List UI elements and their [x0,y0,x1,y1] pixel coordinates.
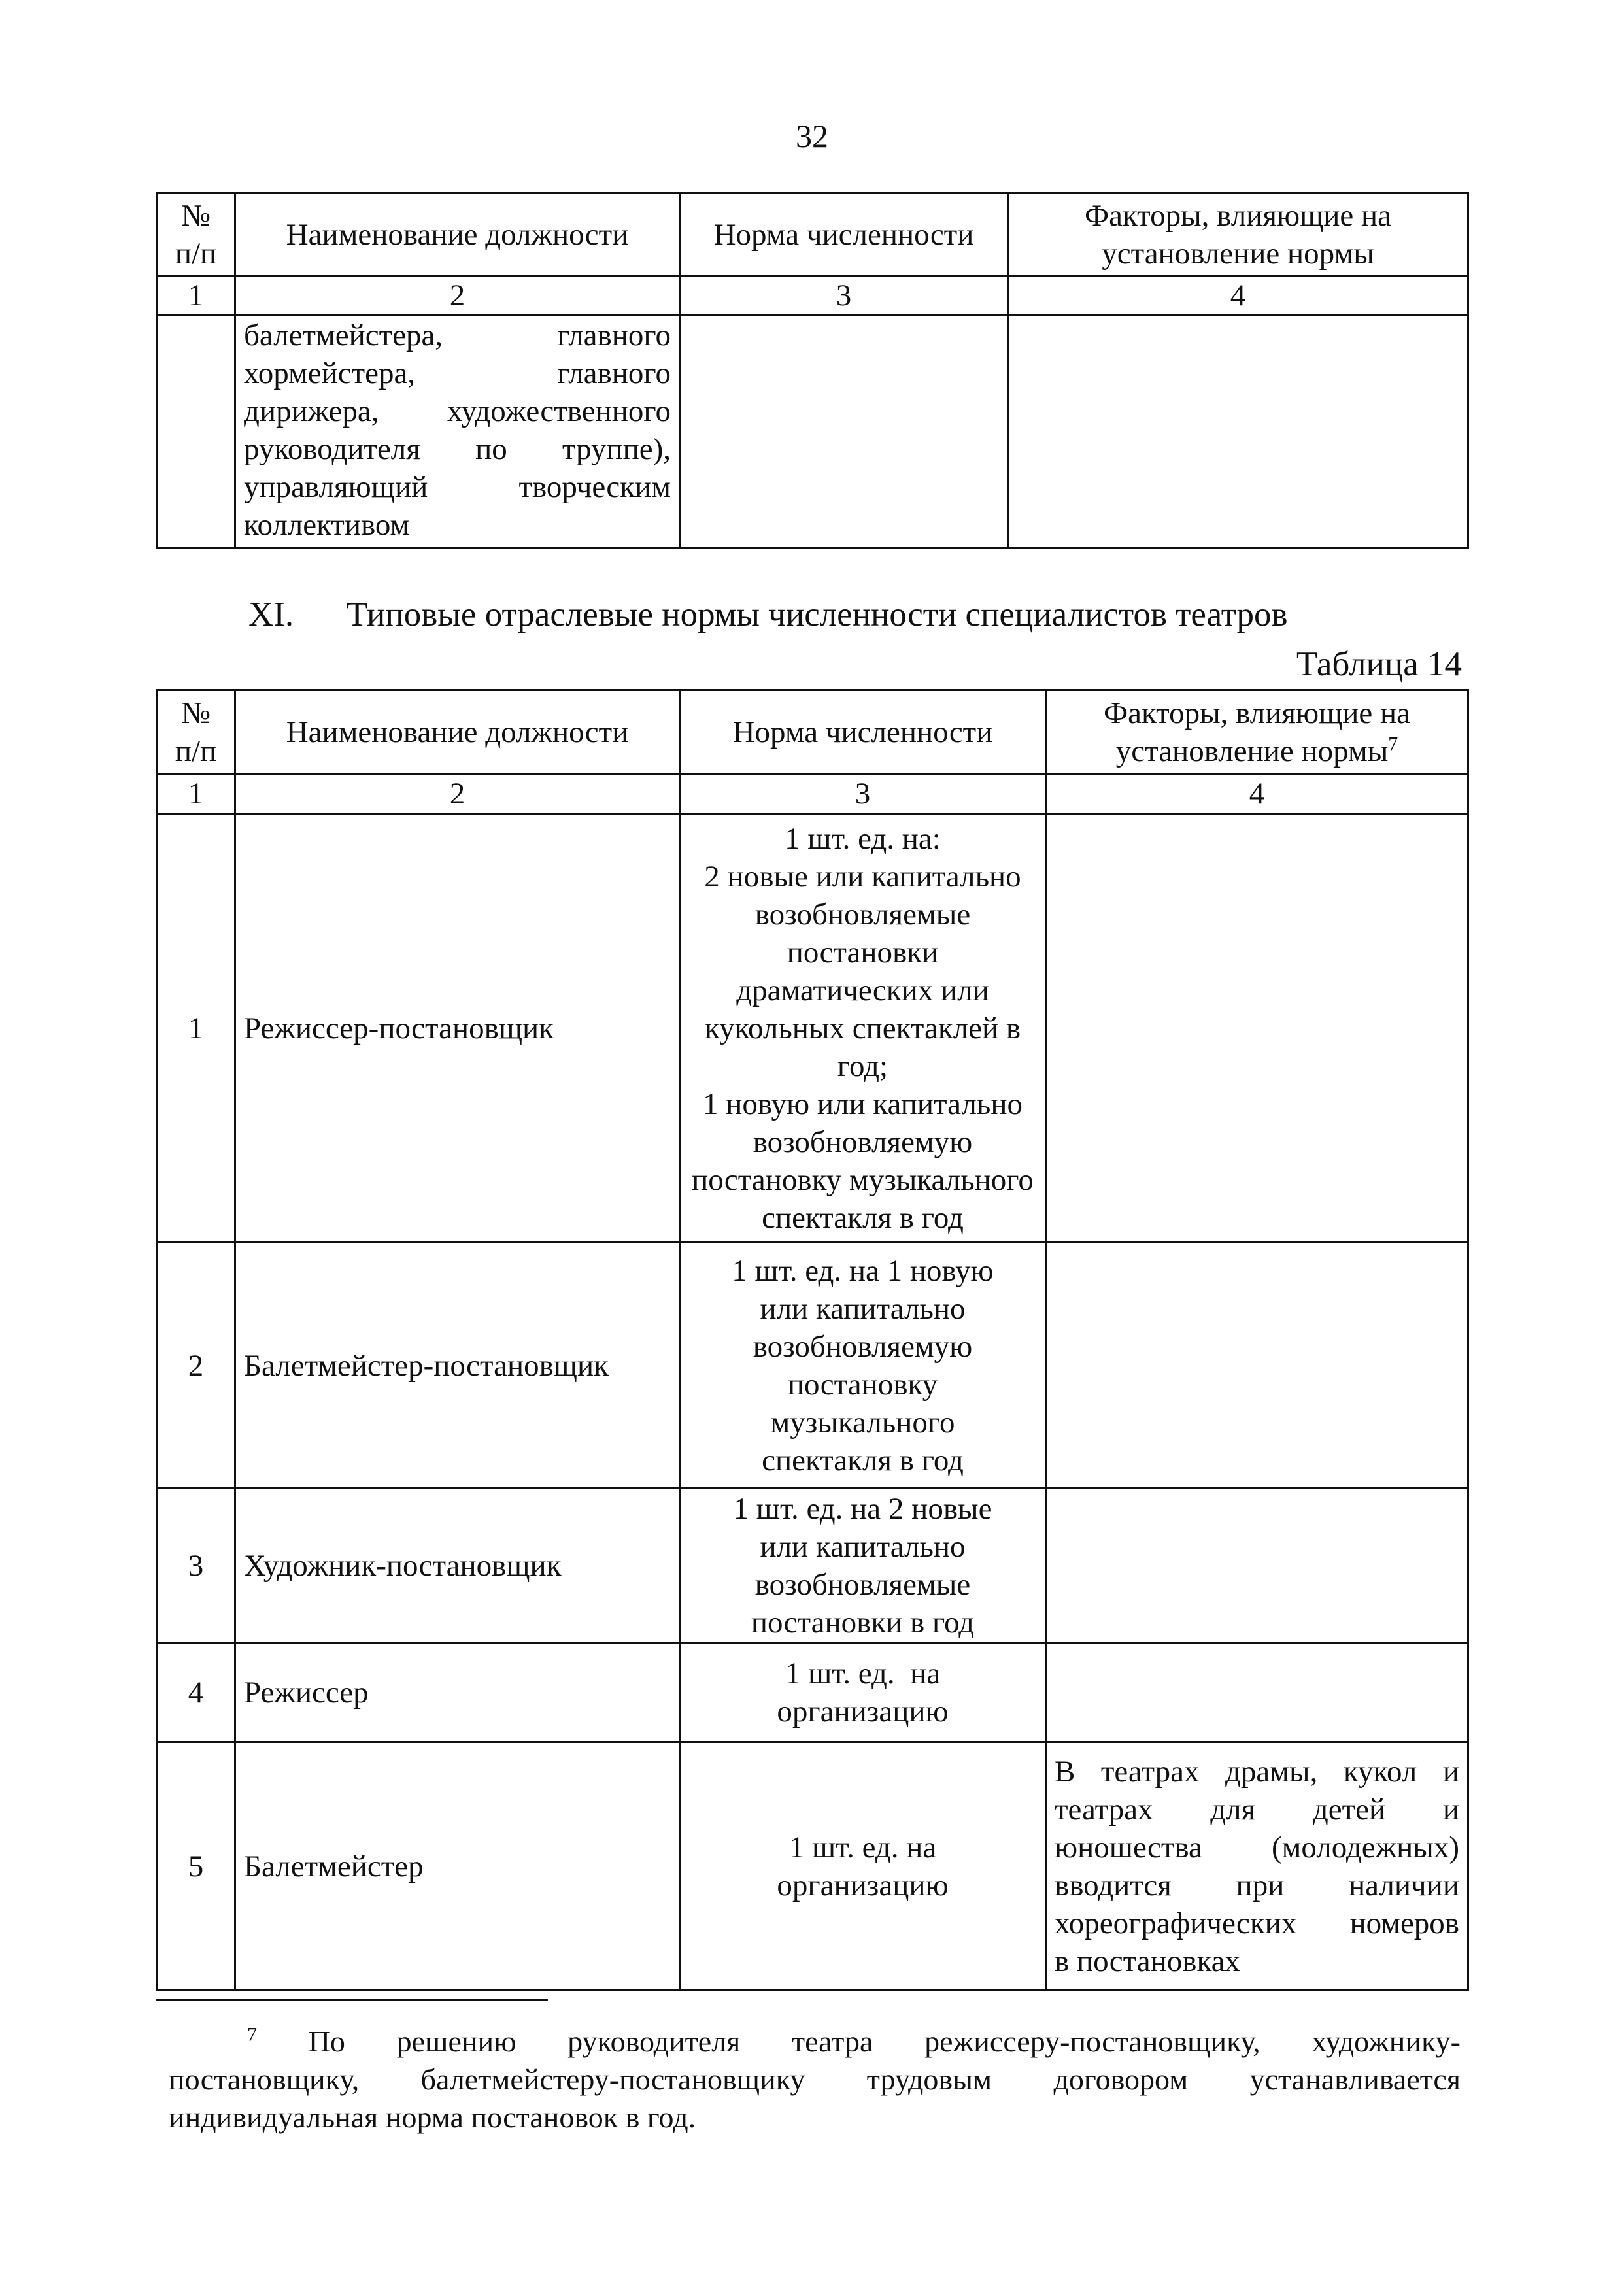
header-norm: Норма численности [680,690,1046,774]
header-no: № п/п [157,194,235,276]
table-header-row [157,194,1468,276]
table-row [157,1643,1468,1742]
row-position: Балетмейстер [235,1742,680,1991]
row-norm-cell [680,1643,1046,1742]
table-row [157,814,1468,1243]
header-position: Наименование должности [235,194,680,276]
table-caption: Таблица 14 [1296,645,1462,683]
norm-line: год; [837,1049,888,1083]
factors-line: юношества (молодежных) [1055,1830,1459,1865]
table-row [157,1742,1468,1991]
header-factors: Факторы, влияющие на установление нормы [1008,194,1468,276]
norm-line: 1 шт. ед. на 1 новую [732,1253,994,1288]
position-line: дирижера, художественного [244,394,671,428]
row-position: Режиссер-постановщик [235,814,680,1243]
factors-line: театрах для детей и [1055,1792,1459,1827]
row-norm-cell [680,1243,1046,1489]
norm-line: постановку [787,1367,938,1402]
table-row [157,1489,1468,1643]
col-number: 4 [1008,276,1468,316]
row-norm-cell [680,1742,1046,1991]
header-position: Наименование должности [235,690,680,774]
footnote-mark: 7 [1388,732,1398,754]
norm-line: возобновляемую [753,1124,973,1159]
row-factors [1008,316,1468,549]
factors-line: В театрах драмы, кукол и [1055,1754,1459,1789]
norm-line: спектакля в год [762,1200,964,1235]
row-norm-cell [680,1489,1046,1643]
col-number: 3 [680,774,1046,814]
norm-line: постановки [787,935,939,970]
norm-line: 1 шт. ед. на [785,1656,941,1691]
norm-line: музыкального [770,1405,955,1440]
norm-line: или капитально [760,1291,966,1326]
footnote-mark: 7 [247,2023,257,2046]
continued-table [156,192,1469,549]
norm-line: постановки в год [751,1605,975,1640]
row-position-cell [235,316,680,549]
col-number: 3 [680,276,1008,316]
col-number: 2 [235,774,680,814]
header-norm: Норма численности [680,194,1008,276]
norm-line: 2 новые или капитально [704,859,1021,894]
norm-line: 1 новую или капитально [703,1087,1023,1121]
header-factors-cell [1046,690,1468,774]
position-line: балетмейстера, главного [244,318,671,352]
row-factors-cell [1046,1742,1468,1991]
position-line: хормейстера, главного [244,356,671,390]
row-no: 1 [157,814,235,1243]
position-line: управляющий творческим [244,470,671,504]
col-number: 4 [1046,774,1468,814]
col-number: 1 [157,276,235,316]
col-number: 2 [235,276,680,316]
norm-line: организацию [777,1868,949,1902]
row-no: 3 [157,1489,235,1643]
norm-line: 1 шт. ед. на: [785,821,941,856]
norm-line: кукольных спектаклей в [704,1011,1021,1045]
factors-line: в постановках [1055,1944,1240,1978]
row-factors [1046,1489,1468,1643]
factors-line: вводится при наличии [1055,1868,1459,1902]
footnote-text: По решению руководителя театра режиссеру-постановщику, художнику- [308,2025,1461,2058]
table-row [157,1243,1468,1489]
header-factors: Факторы, влияющие на установление нормы [1103,696,1411,768]
table-header-row [157,690,1468,774]
row-factors [1046,1243,1468,1489]
footnote-line: постановщику, балетмейстеру-постановщику трудовым договором устанавливается [169,2063,1461,2096]
norms-table [156,689,1469,1991]
norm-line: или капитально [760,1529,966,1564]
row-norm-cell [680,814,1046,1243]
row-no: 2 [157,1243,235,1489]
column-number-row [157,774,1468,814]
footnote [169,2023,1461,2136]
section-heading [248,594,1288,635]
row-position: Художник-постановщик [235,1489,680,1643]
section-title: Типовые отраслевые нормы численности специалистов театров [347,596,1288,633]
factors-line: хореографических номеров [1055,1906,1459,1940]
row-norm [680,316,1008,549]
row-no: 4 [157,1643,235,1742]
norm-line: возобновляемую [753,1329,973,1364]
norm-line: постановку музыкального [692,1162,1034,1197]
norm-line: 1 шт. ед. на [788,1830,937,1865]
norm-line: спектакля в год [762,1443,964,1477]
norm-line: возобновляемые [754,897,971,932]
row-position: Режиссер [235,1643,680,1742]
table-row [157,316,1468,549]
norm-line: 1 шт. ед. на 2 новые [733,1491,992,1526]
norm-line: драматических или [736,973,989,1007]
page-number: 32 [796,118,828,154]
column-number-row [157,276,1468,316]
col-number: 1 [157,774,235,814]
norm-line: организацию [777,1694,949,1729]
row-position: Балетмейстер-постановщик [235,1243,680,1489]
footnote-divider [156,1999,548,2001]
row-factors [1046,814,1468,1243]
section-number: XI. [248,596,294,633]
footnote-line: индивидуальная норма постановок в год. [169,2101,696,2134]
position-line: коллективом [244,508,410,542]
header-no: № п/п [157,690,235,774]
row-no: 5 [157,1742,235,1991]
row-factors [1046,1643,1468,1742]
norm-line: возобновляемые [754,1567,971,1602]
position-line: руководителя по труппе), [244,432,671,466]
row-no [157,316,235,549]
footnote-line [169,2023,1461,2061]
